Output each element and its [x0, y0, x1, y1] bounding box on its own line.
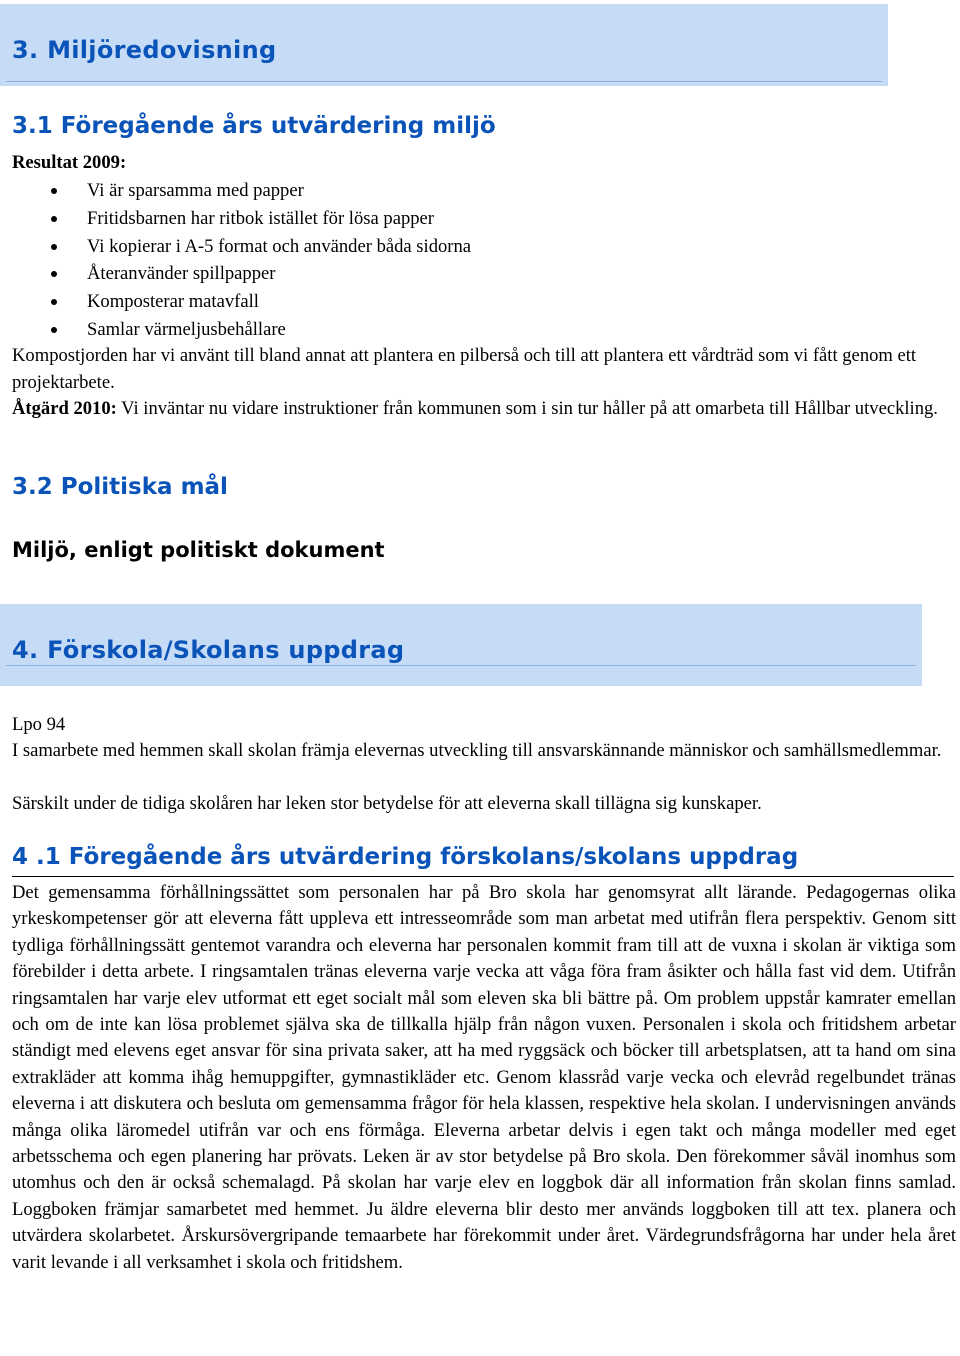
section-4-title: 4. Förskola/Skolans uppdrag: [12, 636, 405, 664]
list-item-text: Fritidsbarnen har ritbok istället för lösa papper: [87, 207, 434, 229]
bullet-icon: [51, 188, 57, 194]
action-label: Åtgärd 2010:: [12, 398, 117, 419]
list-item-text: Vi är sparsamma med papper: [87, 180, 304, 201]
section-4-1-title: 4 .1 Föregående års utvärdering förskolans/skolans uppdrag: [12, 844, 799, 870]
bullet-icon: [51, 244, 57, 250]
environment-actions-list: [12, 177, 952, 344]
bullet-icon: [51, 216, 57, 222]
lpo-text-2: Särskilt under de tidiga skolåren har leken stor betydelse för att eleverna skall tillägna sig kunskaper.: [12, 793, 762, 814]
section-4-1-rule: [12, 876, 954, 877]
bullet-icon: [51, 327, 57, 333]
list-item: [12, 316, 952, 344]
section-3-2-subtitle: Miljö, enligt politiskt dokument: [12, 538, 385, 562]
list-item: [12, 205, 952, 233]
section-3-1-title: 3.1 Föregående års utvärdering miljö: [12, 113, 496, 139]
compost-paragraph: Kompostjorden har vi använt till bland annat att plantera en pilberså och till att plantera ett vårdträd som vi fått genom ett projektarbete.: [12, 345, 917, 393]
lpo-text: I samarbete med hemmen skall skolan främja elevernas utveckling till ansvarskännande människor och samhällsmedlemmar.: [12, 740, 942, 761]
section-4-1-body: Det gemensamma förhållningssättet som personalen har på Bro skola har genomsyrat allt lärande. Pedagogernas olika yrkeskompetenser gör att eleverna fått uppleva ett intresseområde som man arbetat med utifrån flera perspektiv. Genom sitt tydliga förhållningssätt gentemot varandra och eleverna har personalen kommit fram till att de vuxna i skolan är viktiga som förebilder i detta arbete. I ringsamtalen tränas eleverna varje vecka att våga föra fram åsikter och hålla fast vid dem. Utifrån ringsamtalen har varje elev utformat ett eget socialt mål som eleven ska bli bättre på. Om problem uppstår kamrater emellan och om de inte kan lösa problemet själva ska de tillkalla hjälp från någon vuxen. Personalen i skola och fritidshem arbetar ständigt med elevens eget ansvar för sina privata saker, att ha med ryggsäck och böcker till arbetsplatsen, att ta hand om sina extrakläder att komma ihåg hemuppgifter, gymnastikläder etc. Genom klassråd varje vecka och elevråd regelbundet tränas eleverna i att diskutera och besluta om gemensamma frågor för hela klassen, respektive hela skolan. I undervisningen används många olika läromedel utifrån var och ens förmåga. Eleverna arbetar delvis i egen takt och många modeller med eget arbetsschema och egen planering har prövats. Leken är av stor betydelse på Bro skola. Den förekommer såväl inomhus som utomhus och den är också schemalagd. På skolan har varje elev en loggbok där all information från skolan finns samlad. Loggboken främjar samarbetet med hemmet. Ju äldre eleverna blir desto mer används loggboken till att tex. planera och utvärdera skolarbetet. Årskursövergripande temaarbete har förekommit under året. Värdegrundsfrågorna har under hela året varit levande i all verksamhet i skola och fritidshem.: [12, 882, 956, 1273]
list-item: [12, 233, 952, 261]
list-item: [12, 260, 952, 288]
bullet-icon: [51, 299, 57, 305]
list-item-text: Vi kopierar i A-5 format och använder båda sidorna: [87, 235, 472, 257]
list-item-text: Återanvänder spillpapper: [87, 263, 276, 285]
lpo-label: Lpo 94: [12, 714, 66, 735]
list-item: [12, 288, 952, 316]
result-label-text: Resultat 2009:: [12, 152, 127, 173]
list-item-text: Komposterar matavfall: [87, 291, 259, 313]
action-text: Vi inväntar nu vidare instruktioner från kommunen som i sin tur håller på att omarbeta till Hållbar utveckling.: [116, 398, 938, 419]
list-item-text: Samlar värmeljusbehållare: [87, 318, 286, 340]
section-3-2-title: 3.2 Politiska mål: [12, 474, 228, 500]
heading-rule: [6, 81, 882, 82]
list-item: [12, 177, 952, 205]
heading-rule: [6, 665, 916, 666]
bullet-icon: [51, 271, 57, 277]
action-paragraph: [12, 396, 956, 423]
result-label: [12, 150, 956, 177]
section-3-title: 3. Miljöredovisning: [12, 36, 277, 64]
